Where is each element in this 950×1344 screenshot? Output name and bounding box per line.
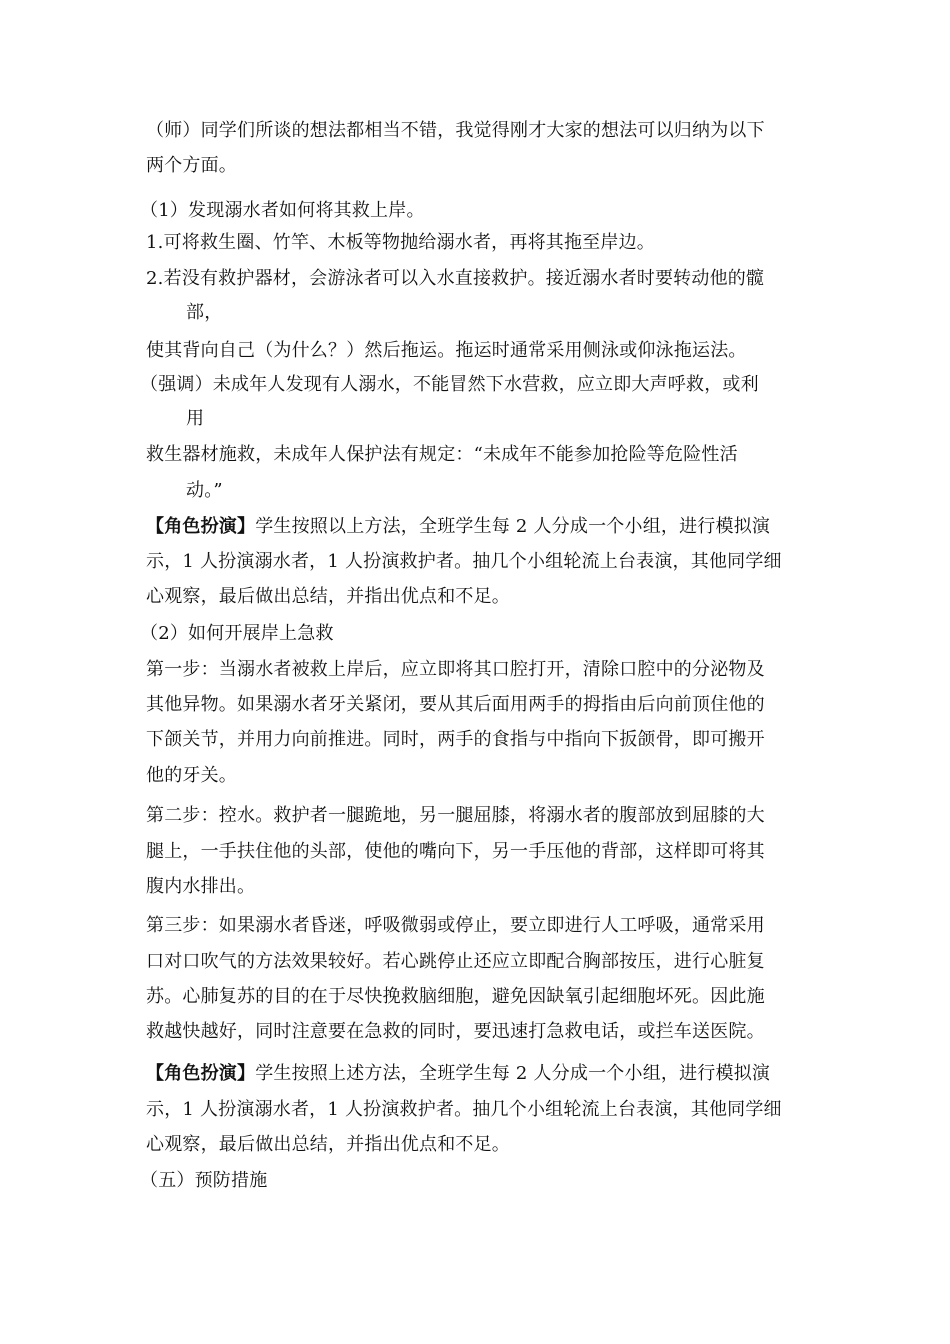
paragraph-line: 使其背向自己（为什么？）然后拖运。拖运时通常采用侧泳或仰泳拖运法。	[146, 340, 747, 361]
paragraph-line: 示，1 人扮演溺水者，1 人扮演救护者。抽几个小组轮流上台表演，其他同学细	[146, 551, 782, 572]
paragraph-line: 口对口吹气的方法效果较好。若心跳停止还应立即配合胸部按压，进行心脏复	[146, 951, 765, 972]
paragraph-line: 部，	[186, 302, 223, 323]
emphasis-paragraph: （强调）未成年人发现有人溺水，不能冒然下水营救，应立即大声呼救，或利	[140, 374, 759, 395]
paragraph-line: 下颌关节，并用力向前推进。同时，两手的食指与中指向下扳颌骨，即可搬开	[146, 729, 765, 750]
paragraph-line: 第二步：控水。救护者一腿跪地，另一腿屈膝，将溺水者的腹部放到屈膝的大	[146, 805, 765, 826]
role-play-text: 学生按照上述方法，全班学生每 2 人分成一个小组，进行模拟演	[255, 1063, 771, 1084]
paragraph-line: 他的牙关。	[146, 765, 237, 786]
paragraph-line: 苏。心肺复苏的目的在于尽快挽救脑细胞，避免因缺氧引起细胞坏死。因此施	[146, 986, 765, 1007]
paragraph-line: 救生器材施救，未成年人保护法有规定：“未成年不能参加抢险等危险性活	[146, 444, 738, 465]
paragraph-line: 示，1 人扮演溺水者，1 人扮演救护者。抽几个小组轮流上台表演，其他同学细	[146, 1099, 782, 1120]
role-play-label: 【角色扮演】	[146, 516, 256, 537]
paragraph-line: 心观察，最后做出总结，并指出优点和不足。	[146, 1134, 510, 1155]
paragraph-line: （师）同学们所谈的想法都相当不错，我觉得刚才大家的想法可以归纳为以下	[146, 120, 765, 141]
paragraph-line: 动。”	[186, 480, 223, 501]
list-item: 2.若没有救护器材，会游泳者可以入水直接救护。接近溺水者时要转动他的髋	[146, 268, 765, 289]
paragraph-line: 第一步：当溺水者被救上岸后，应立即将其口腔打开，清除口腔中的分泌物及	[146, 659, 765, 680]
paragraph-line: 两个方面。	[146, 155, 237, 176]
paragraph-line: 腿上，一手扶住他的头部，使他的嘴向下，另一手压他的背部，这样即可将其	[146, 841, 765, 862]
role-play-paragraph	[146, 516, 770, 538]
paragraph-line: 其他异物。如果溺水者牙关紧闭，要从其后面用两手的拇指由后向前顶住他的	[146, 694, 765, 715]
role-play-text: 学生按照以上方法，全班学生每 2 人分成一个小组，进行模拟演	[255, 516, 771, 537]
paragraph-line: 救越快越好，同时注意要在急救的同时，要迅速打急救电话，或拦车送医院。	[146, 1021, 765, 1042]
section-heading: （2）如何开展岸上急救	[140, 623, 334, 644]
list-item: 1.可将救生圈、竹竿、木板等物抛给溺水者，再将其拖至岸边。	[146, 232, 655, 253]
section-heading: （1）发现溺水者如何将其救上岸。	[140, 200, 425, 221]
paragraph-line: 第三步：如果溺水者昏迷，呼吸微弱或停止，要立即进行人工呼吸，通常采用	[146, 915, 765, 936]
paragraph-line: 心观察，最后做出总结，并指出优点和不足。	[146, 586, 510, 607]
section-heading: （五）预防措施	[140, 1170, 268, 1191]
role-play-label: 【角色扮演】	[146, 1063, 256, 1084]
paragraph-line: 腹内水排出。	[146, 876, 256, 897]
role-play-paragraph	[146, 1063, 770, 1085]
paragraph-line: 用	[186, 408, 205, 429]
